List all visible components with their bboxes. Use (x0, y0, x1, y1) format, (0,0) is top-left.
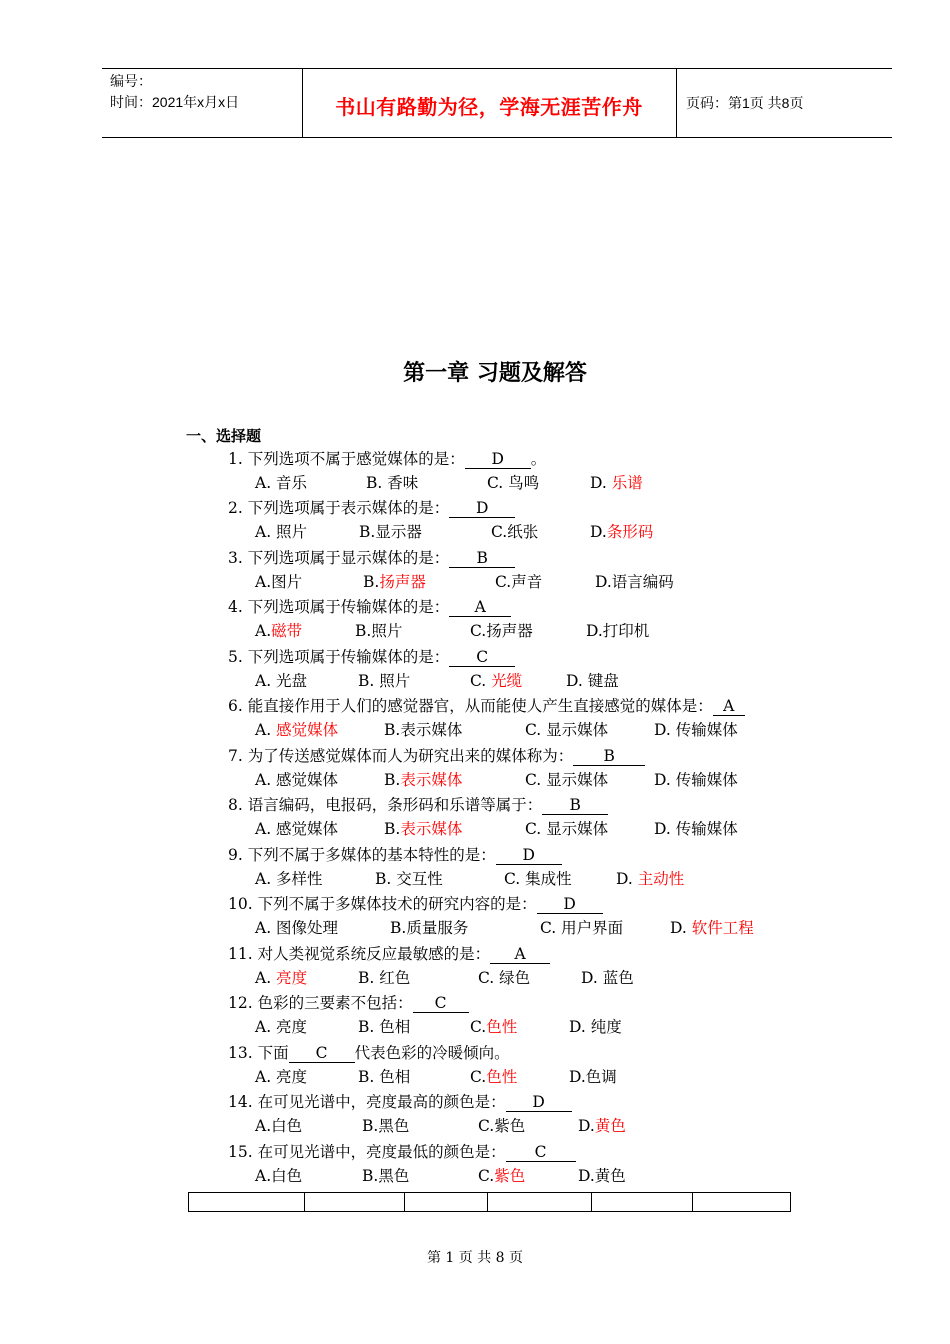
option-a (255, 719, 338, 741)
option-letter: D. (578, 1117, 595, 1135)
section-heading: 一、选择题 (186, 427, 262, 445)
answer-blank: B (449, 549, 515, 568)
option-d: D.语言编码 (595, 573, 674, 591)
question-stem: 5. 下列选项属于传输媒体的是： (228, 648, 450, 666)
option-d (670, 917, 754, 939)
answer-blank: C (289, 1044, 355, 1063)
option-c: C.扬声器 (470, 622, 533, 640)
option-b: B. 交互性 (375, 870, 443, 888)
option-letter: D. (670, 919, 692, 937)
option-d (590, 472, 643, 494)
question-stem: 13. 下面 (228, 1044, 289, 1062)
question-5 (228, 646, 515, 668)
correct-option-text: 紫色 (494, 1167, 526, 1185)
correct-option-text: 条形码 (606, 523, 654, 541)
option-b: B.照片 (355, 622, 403, 640)
option-b: B. 香味 (366, 474, 419, 492)
option-d: D. 传输媒体 (654, 721, 738, 739)
option-c: C. 用户界面 (540, 919, 624, 937)
question-4 (228, 596, 511, 618)
option-letter: B. (363, 573, 380, 591)
option-letter: C. (478, 1167, 495, 1185)
question-15 (228, 1141, 576, 1163)
option-d (616, 868, 684, 890)
option-d: D.打印机 (586, 622, 650, 640)
option-d: D. 键盘 (566, 672, 619, 690)
question-12 (228, 992, 469, 1014)
answer-blank: C (506, 1143, 576, 1162)
option-b: B.表示媒体 (384, 721, 463, 739)
option-b: B.黑色 (362, 1117, 410, 1135)
option-c (470, 670, 522, 692)
question-suffix: 。 (530, 450, 547, 468)
option-c: C. 显示媒体 (525, 771, 609, 789)
question-6 (228, 695, 745, 717)
option-b: B. 红色 (358, 969, 411, 987)
table-cell-divider (487, 1193, 488, 1212)
question-stem: 7. 为了传送感觉媒体而人为研究出来的媒体称为： (228, 747, 574, 765)
header-page-code: 页码：第1页 共8页 (686, 95, 804, 111)
option-letter: A. (255, 969, 277, 987)
number-label: 编号： (110, 73, 152, 89)
question-1 (228, 448, 546, 470)
correct-option-text: 感觉媒体 (276, 721, 339, 739)
correct-option-text: 软件工程 (691, 919, 754, 937)
option-a: A. 感觉媒体 (255, 771, 339, 789)
answer-blank: A (449, 598, 511, 617)
question-stem: 12. 色彩的三要素不包括： (228, 994, 413, 1012)
option-letter: C. (470, 672, 492, 690)
option-letter: D. (590, 474, 612, 492)
option-c (478, 1165, 525, 1187)
correct-option-text: 色性 (486, 1018, 518, 1036)
question-11 (228, 943, 550, 965)
option-a (255, 620, 302, 642)
document-header (102, 68, 892, 138)
correct-option-text: 亮度 (276, 969, 308, 987)
header-divider (676, 69, 677, 137)
question-9 (228, 844, 562, 866)
option-c: C.声音 (495, 573, 543, 591)
correct-option-text: 色性 (486, 1068, 518, 1086)
question-stem: 15. 在可见光谱中，亮度最低的颜色是： (228, 1143, 506, 1161)
answer-blank: D (449, 499, 515, 518)
answer-blank: C (413, 994, 469, 1013)
correct-option-text: 表示媒体 (400, 771, 463, 789)
option-a: A.白色 (255, 1117, 303, 1135)
option-a: A. 感觉媒体 (255, 820, 339, 838)
option-b (384, 769, 462, 791)
table-cell-divider (591, 1193, 592, 1212)
correct-option-text: 主动性 (637, 870, 685, 888)
question-7 (228, 745, 645, 767)
option-b: B.质量服务 (390, 919, 469, 937)
question-suffix: 代表色彩的冷暖倾向。 (354, 1044, 510, 1062)
question-stem: 3. 下列选项属于显示媒体的是： (228, 549, 450, 567)
table-cell-divider (304, 1193, 305, 1212)
chapter-title: 第一章 习题及解答 (403, 361, 587, 386)
answer-blank: D (537, 895, 603, 914)
option-letter: D. (590, 523, 607, 541)
option-c: C.纸张 (491, 523, 539, 541)
question-10 (228, 893, 603, 915)
option-d: D. 蓝色 (581, 969, 634, 987)
answer-blank: B (573, 747, 645, 766)
answer-blank: A (713, 697, 745, 716)
option-c: C. 鸟鸣 (487, 474, 540, 492)
option-b: B.黑色 (362, 1167, 410, 1185)
option-letter: C. (470, 1068, 487, 1086)
option-d: D.黄色 (578, 1167, 626, 1185)
answer-blank: D (496, 846, 562, 865)
correct-option-text: 乐谱 (611, 474, 643, 492)
answer-blank: A (490, 945, 550, 964)
option-a: A. 亮度 (255, 1068, 308, 1086)
option-a: A.图片 (255, 573, 303, 591)
option-a: A.白色 (255, 1167, 303, 1185)
option-letter: A. (255, 622, 272, 640)
option-b (363, 571, 426, 593)
option-a: A. 音乐 (255, 474, 308, 492)
option-letter: B. (384, 771, 401, 789)
question-2 (228, 497, 515, 519)
correct-option-text: 磁带 (271, 622, 303, 640)
question-stem: 6. 能直接作用于人们的感觉器官，从而能使人产生直接感觉的媒体是： (228, 697, 713, 715)
question-stem: 2. 下列选项属于表示媒体的是： (228, 499, 450, 517)
option-a: A. 多样性 (255, 870, 323, 888)
option-b: B.显示器 (359, 523, 422, 541)
question-3 (228, 547, 515, 569)
table-cell-divider (404, 1193, 405, 1212)
option-letter: A. (255, 721, 277, 739)
answer-blank: D (506, 1093, 572, 1112)
answer-blank: B (542, 796, 608, 815)
option-d: D. 传输媒体 (654, 771, 738, 789)
correct-option-text: 扬声器 (379, 573, 426, 591)
option-b: B. 照片 (358, 672, 411, 690)
answer-blank: D (465, 450, 531, 469)
option-d: D.色调 (569, 1068, 617, 1086)
option-letter: C. (470, 1018, 487, 1036)
date-label: 时间：2021年x月x日 (110, 94, 240, 110)
question-stem: 11. 对人类视觉系统反应最敏感的是： (228, 945, 491, 963)
option-d (590, 521, 653, 543)
option-d (578, 1115, 626, 1137)
option-letter: B. (384, 820, 401, 838)
correct-option-text: 表示媒体 (400, 820, 463, 838)
answer-blank: C (449, 648, 515, 667)
question-8 (228, 794, 608, 816)
option-c: C. 显示媒体 (525, 820, 609, 838)
option-a: A. 亮度 (255, 1018, 308, 1036)
option-a: A. 光盘 (255, 672, 308, 690)
question-stem: 10. 下列不属于多媒体技术的研究内容的是： (228, 895, 537, 913)
option-b: B. 色相 (358, 1068, 411, 1086)
question-stem: 8. 语言编码，电报码，条形码和乐谱等属于： (228, 796, 543, 814)
correct-option-text: 黄色 (594, 1117, 626, 1135)
header-motto: 书山有路勤为径，学海无涯苦作舟 (335, 95, 643, 119)
option-d: D. 纯度 (569, 1018, 622, 1036)
question-stem: 14. 在可见光谱中，亮度最高的颜色是： (228, 1093, 506, 1111)
option-b: B. 色相 (358, 1018, 411, 1036)
option-a: A. 照片 (255, 523, 308, 541)
option-c: C.紫色 (478, 1117, 526, 1135)
option-c: C. 集成性 (504, 870, 572, 888)
correct-option-text: 光缆 (491, 672, 523, 690)
question-13 (228, 1042, 510, 1064)
option-d: D. 传输媒体 (654, 820, 738, 838)
page-footer: 第 1 页 共 8 页 (426, 1250, 524, 1266)
question-stem: 1. 下列选项不属于感觉媒体的是： (228, 450, 465, 468)
option-c (470, 1016, 517, 1038)
empty-table-row (188, 1192, 791, 1212)
question-14 (228, 1091, 572, 1113)
option-a (255, 967, 307, 989)
option-c: C. 显示媒体 (525, 721, 609, 739)
option-letter: D. (616, 870, 638, 888)
question-stem: 4. 下列选项属于传输媒体的是： (228, 598, 450, 616)
question-stem: 9. 下列不属于多媒体的基本特性的是： (228, 846, 496, 864)
header-meta (110, 71, 239, 113)
option-a: A. 图像处理 (255, 919, 339, 937)
table-cell-divider (692, 1193, 693, 1212)
option-c (470, 1066, 517, 1088)
option-c: C. 绿色 (478, 969, 531, 987)
option-b (384, 818, 462, 840)
